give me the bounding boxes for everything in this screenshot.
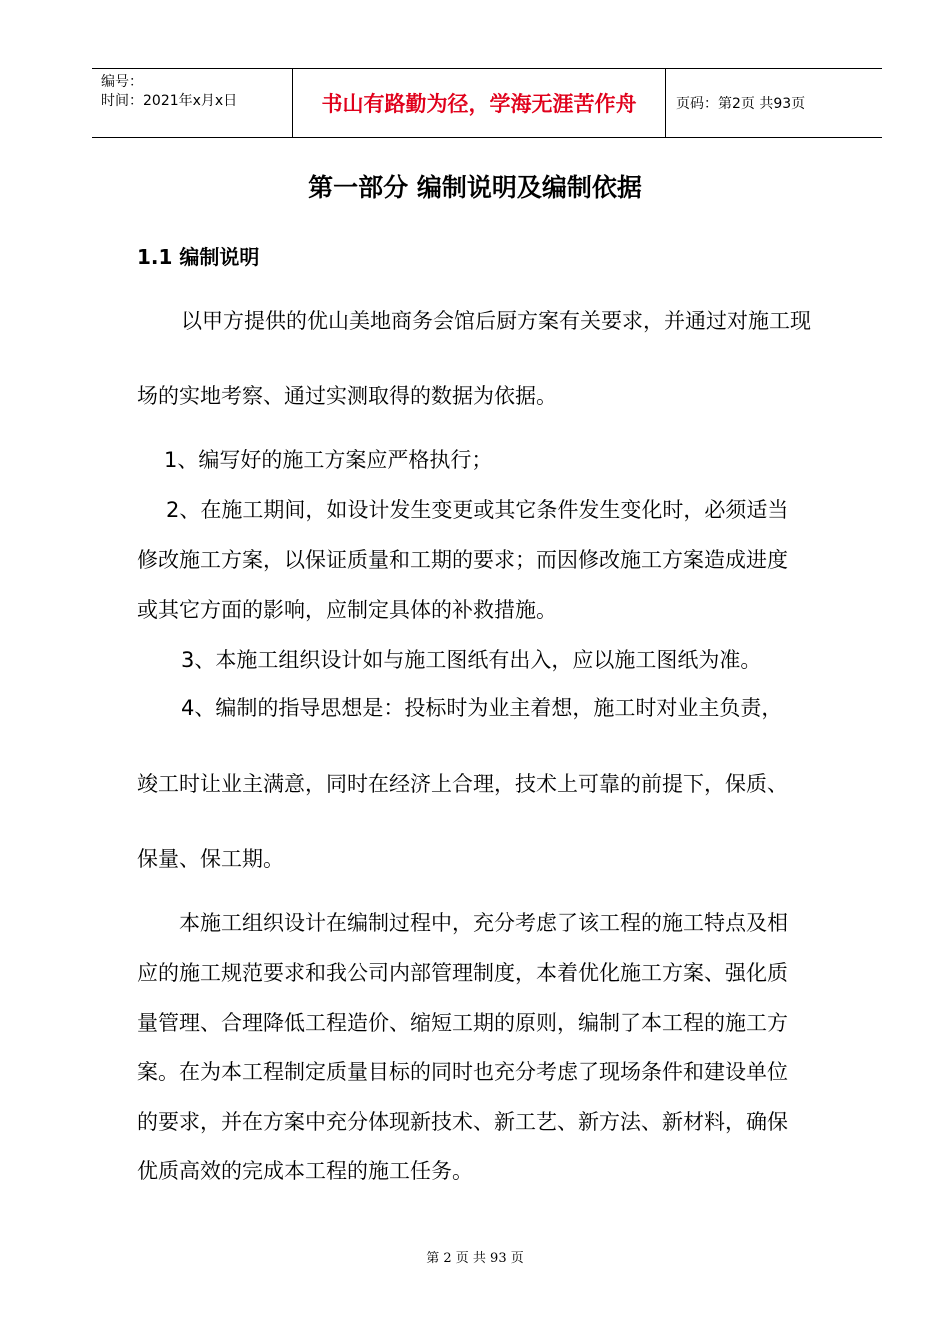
paragraph-line: 的要求，并在方案中充分体现新技术、新工艺、新方法、新材料，确保 <box>137 1110 788 1134</box>
header-motto: 书山有路勤为径，学海无涯苦作舟 <box>321 91 637 116</box>
list-item: 1、编写好的施工方案应严格执行； <box>164 448 493 472</box>
list-item: 3、本施工组织设计如与施工图纸有出入，应以施工图纸为准。 <box>181 648 762 672</box>
header-code-label: 编号： <box>101 74 143 90</box>
paragraph-line: 场的实地考察、通过实测取得的数据为依据。 <box>137 384 557 408</box>
header-meta-cell <box>92 69 293 137</box>
section-heading: 1.1 编制说明 <box>137 245 260 269</box>
paragraph-line: 或其它方面的影响，应制定具体的补救措施。 <box>137 598 557 622</box>
paragraph-line: 以甲方提供的优山美地商务会馆后厨方案有关要求，并通过对施工现 <box>181 309 811 333</box>
paragraph-line: 量管理、合理降低工程造价、缩短工期的原则，编制了本工程的施工方 <box>137 1011 788 1035</box>
document-title: 第一部分 编制说明及编制依据 <box>308 173 642 202</box>
paragraph-line: 案。在为本工程制定质量目标的同时也充分考虑了现场条件和建设单位 <box>137 1060 788 1084</box>
list-item: 4、编制的指导思想是：投标时为业主着想，施工时对业主负责， <box>181 696 783 720</box>
header-page-cell <box>666 69 882 137</box>
paragraph-line: 优质高效的完成本工程的施工任务。 <box>137 1159 473 1183</box>
paragraph-line: 本施工组织设计在编制过程中，充分考虑了该工程的施工特点及相 <box>179 911 788 935</box>
page-footer: 第 2 页 共 93 页 <box>426 1251 524 1266</box>
header-motto-cell <box>293 69 666 137</box>
page-header <box>92 68 882 138</box>
header-page-info: 页码：第2页 共93页 <box>676 96 806 112</box>
header-time-label: 时间：2021年x月x日 <box>101 93 238 109</box>
paragraph-line: 应的施工规范要求和我公司内部管理制度，本着优化施工方案、强化质 <box>137 961 788 985</box>
paragraph-line: 修改施工方案，以保证质量和工期的要求；而因修改施工方案造成进度 <box>137 548 788 572</box>
paragraph-line: 保量、保工期。 <box>137 847 284 871</box>
paragraph-line: 竣工时让业主满意，同时在经济上合理，技术上可靠的前提下，保质、 <box>137 772 788 796</box>
list-item: 2、在施工期间，如设计发生变更或其它条件发生变化时，必须适当 <box>166 498 789 522</box>
